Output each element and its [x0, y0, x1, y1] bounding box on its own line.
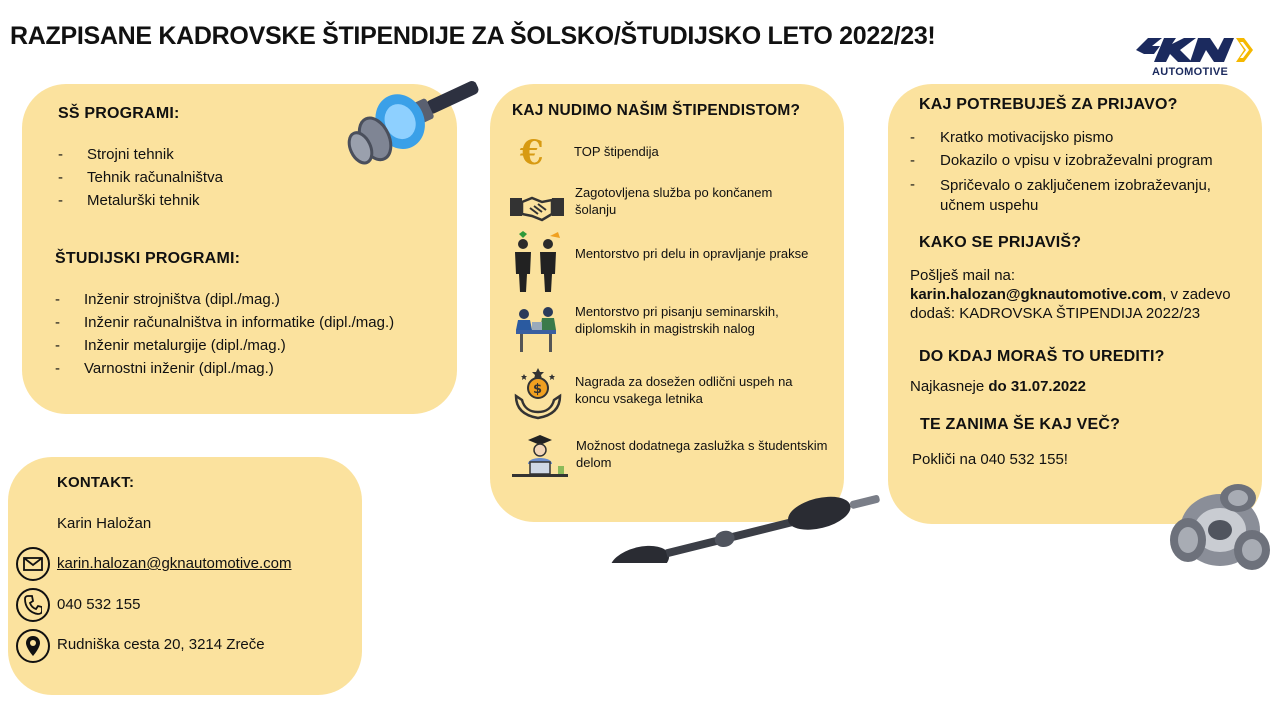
offer-heading: KAJ NUDIMO NAŠIM ŠTIPENDISTOM?	[512, 102, 801, 119]
list-dash: -	[910, 129, 915, 146]
study-programs-heading: ŠTUDIJSKI PROGRAMI:	[55, 250, 241, 267]
drive-shaft-image	[570, 475, 892, 563]
list-dash: -	[58, 146, 63, 163]
study-program-item: Inženir metalurgije (dipl./mag.)	[84, 337, 286, 354]
need-item: Kratko motivacijsko pismo	[940, 129, 1114, 146]
how-heading: KAKO SE PRIJAVIŠ?	[919, 234, 1082, 251]
list-dash: -	[55, 314, 60, 331]
more-info-heading: TE ZANIMA ŠE KAJ VEČ?	[920, 416, 1121, 433]
gkn-logo-mark-icon	[1132, 34, 1254, 66]
contact-email-link[interactable]: karin.halozan@gknautomotive.com	[57, 555, 292, 572]
need-heading: KAJ POTREBUJEŠ ZA PRIJAVO?	[919, 96, 1178, 113]
list-dash: -	[58, 192, 63, 209]
contact-phone: 040 532 155	[57, 596, 141, 613]
location-pin-icon	[16, 629, 50, 663]
contact-name: Karin Haložan	[57, 515, 152, 532]
svg-text:$: $	[533, 382, 543, 397]
phone-icon	[16, 588, 50, 622]
ss-programs-heading: SŠ PROGRAMI:	[58, 105, 180, 122]
logo-subtitle: AUTOMOTIVE	[1152, 66, 1229, 78]
mail-icon	[16, 547, 50, 581]
deadline-prefix: Najkasneje	[910, 378, 989, 395]
tripod-joint-image	[1160, 480, 1275, 580]
offer-item: TOP štipendija	[574, 144, 659, 159]
how-text-email-line	[910, 286, 1231, 303]
study-program-item: Inženir strojništva (dipl./mag.)	[84, 291, 280, 308]
list-dash: -	[910, 152, 915, 169]
offer-item: Možnost dodatnega zaslužka s študentskim delom	[576, 438, 828, 470]
ss-program-item: Tehnik računalništva	[87, 169, 223, 186]
how-text-line: dodaš: KADROVSKA ŠTIPENDIJA 2022/23	[910, 305, 1201, 322]
application-email: karin.halozan@gknautomotive.com	[910, 286, 1163, 303]
cv-joint-image	[335, 70, 490, 165]
offer-item: Mentorstvo pri pisanju seminarskih, diplomskih in magistrskih nalog	[575, 304, 779, 336]
svg-text:€: €	[520, 133, 544, 169]
euro-icon	[518, 133, 548, 169]
need-item: Spričevalo o zaključenem izobraževanju, učnem uspehu	[940, 177, 1211, 214]
offer-item: Nagrada za dosežen odlični uspeh na koncu vsakega letnika	[575, 374, 793, 406]
list-dash: -	[55, 337, 60, 354]
mentor-people-icon	[510, 230, 562, 294]
list-dash: -	[55, 291, 60, 308]
contact-address: Rudniška cesta 20, 3214 Zreče	[57, 636, 265, 653]
list-dash: -	[910, 176, 915, 193]
need-item: Dokazilo o vpisu v izobraževalni program	[940, 152, 1213, 169]
handshake-icon	[508, 190, 566, 224]
more-info-text: Pokliči na 040 532 155!	[912, 451, 1068, 468]
how-text-suffix: , v zadevo	[1162, 286, 1231, 303]
contact-panel	[8, 457, 362, 695]
deadline-heading: DO KDAJ MORAŠ TO UREDITI?	[919, 348, 1165, 365]
deadline-text	[910, 378, 1086, 395]
study-program-item: Varnostni inženir (dipl./mag.)	[84, 360, 274, 377]
study-program-item: Inženir računalništva in informatike (dipl./mag.)	[84, 314, 395, 331]
offer-item: Zagotovljena služba po končanem šolanju	[575, 185, 773, 217]
meeting-icon	[510, 304, 562, 354]
deadline-date: do 31.07.2022	[988, 378, 1086, 395]
list-dash: -	[55, 360, 60, 377]
ss-program-item: Strojni tehnik	[87, 146, 174, 163]
contact-heading: KONTAKT:	[57, 474, 135, 491]
gkn-automotive-logo	[1132, 34, 1254, 80]
offer-item: Mentorstvo pri delu in opravljanje prakse	[575, 246, 809, 261]
ss-program-item: Metalurški tehnik	[87, 192, 200, 209]
list-dash: -	[58, 169, 63, 186]
reward-icon	[512, 366, 564, 422]
page-title: RAZPISANE KADROVSKE ŠTIPENDIJE ZA ŠOLSKO/ŠTUDIJSKO LETO 2022/23!	[10, 22, 936, 50]
how-text-line: Pošlješ mail na:	[910, 267, 1016, 284]
student-laptop-icon	[506, 434, 574, 480]
